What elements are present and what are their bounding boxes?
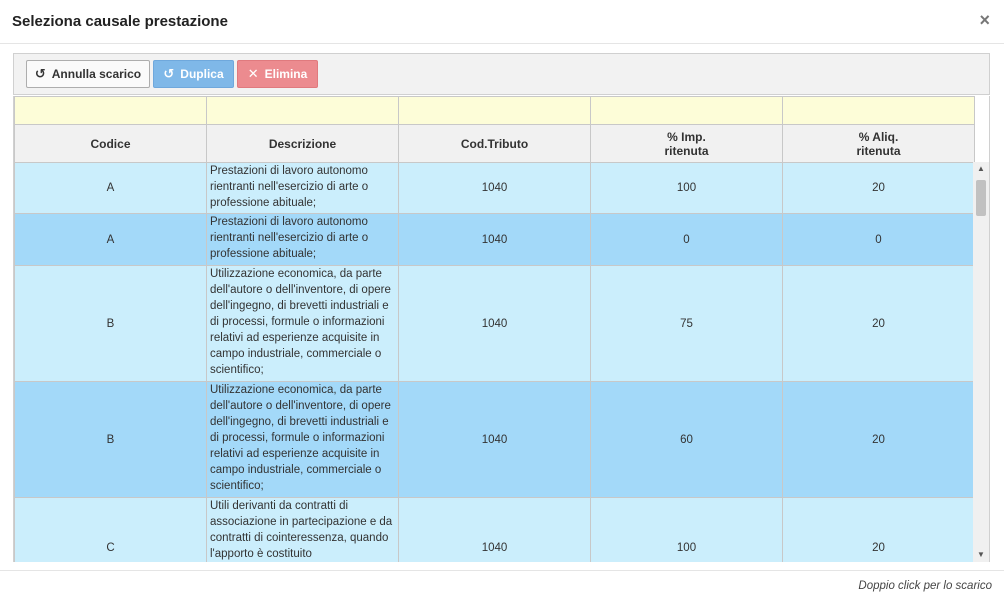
causali-table bbox=[14, 96, 975, 562]
cell-aliq-ritenuta: 20 bbox=[783, 498, 975, 563]
header-row bbox=[15, 125, 975, 163]
close-icon: ✕ bbox=[247, 66, 259, 81]
cell-cod-tributo: 1040 bbox=[399, 498, 591, 563]
column-header-imp-ritenuta[interactable]: % Imp. ritenuta bbox=[591, 125, 783, 163]
filter-row bbox=[15, 97, 975, 125]
elimina-label: Elimina bbox=[264, 67, 308, 81]
cell-imp-ritenuta: 100 bbox=[591, 498, 783, 563]
cell-cod-tributo: 1040 bbox=[399, 382, 591, 498]
cell-codice: A bbox=[15, 214, 207, 266]
cell-cod-tributo: 1040 bbox=[399, 163, 591, 214]
scroll-up-icon[interactable]: ▲ bbox=[977, 164, 985, 173]
table-row[interactable] bbox=[15, 266, 975, 382]
filter-cell-aliq[interactable] bbox=[783, 97, 975, 125]
undo-icon: ↺ bbox=[163, 66, 175, 81]
cell-imp-ritenuta: 0 bbox=[591, 214, 783, 266]
column-header-cod-tributo[interactable]: Cod.Tributo bbox=[399, 125, 591, 163]
cell-aliq-ritenuta: 20 bbox=[783, 266, 975, 382]
undo-icon: ↺ bbox=[34, 66, 46, 81]
causali-grid bbox=[13, 96, 990, 562]
cell-imp-ritenuta: 100 bbox=[591, 163, 783, 214]
cell-descrizione: Utilizzazione economica, da parte dell'autore o dell'inventore, di opere dell'ingegno, di brevetti industriali e di processi, formule o informazioni relativi ad esperienze acquisite in campo industriale, commerciale o scientifico; bbox=[207, 382, 399, 498]
cell-codice: B bbox=[15, 266, 207, 382]
duplica-label: Duplica bbox=[180, 67, 224, 81]
cell-imp-ritenuta: 75 bbox=[591, 266, 783, 382]
filter-cell-imp[interactable] bbox=[591, 97, 783, 125]
dialog-header bbox=[0, 0, 1004, 44]
cell-imp-ritenuta: 60 bbox=[591, 382, 783, 498]
cell-descrizione: Prestazioni di lavoro autonomo rientranti nell'esercizio di arte o professione abituale; bbox=[207, 214, 399, 266]
cell-aliq-ritenuta: 20 bbox=[783, 163, 975, 214]
scroll-thumb[interactable] bbox=[976, 180, 986, 216]
close-icon[interactable]: × bbox=[979, 10, 990, 30]
table-row[interactable] bbox=[15, 163, 975, 214]
cell-codice: A bbox=[15, 163, 207, 214]
dialog-title: Seleziona causale prestazione bbox=[12, 13, 228, 30]
filter-cell-descrizione[interactable] bbox=[207, 97, 399, 125]
elimina-button[interactable] bbox=[237, 60, 318, 88]
table-row[interactable] bbox=[15, 382, 975, 498]
dialog-footer bbox=[0, 570, 1004, 601]
cell-descrizione: Prestazioni di lavoro autonomo rientranti nell'esercizio di arte o professione abituale; bbox=[207, 163, 399, 214]
toolbar bbox=[13, 53, 990, 95]
annulla-scarico-label: Annulla scarico bbox=[51, 67, 142, 81]
column-header-aliq-ritenuta[interactable]: % Aliq. ritenuta bbox=[783, 125, 975, 163]
table-row[interactable] bbox=[15, 214, 975, 266]
cell-cod-tributo: 1040 bbox=[399, 214, 591, 266]
cell-codice: C bbox=[15, 498, 207, 563]
cell-descrizione: Utilizzazione economica, da parte dell'autore o dell'inventore, di opere dell'ingegno, di brevetti industriali e di processi, formule o informazioni relativi ad esperienze acquisite in campo industriale, commerciale o scientifico; bbox=[207, 266, 399, 382]
vertical-scrollbar[interactable] bbox=[973, 162, 989, 562]
column-header-descrizione[interactable]: Descrizione bbox=[207, 125, 399, 163]
footer-hint: Doppio click per lo scarico bbox=[858, 580, 992, 592]
duplica-button[interactable] bbox=[153, 60, 234, 88]
annulla-scarico-button[interactable] bbox=[26, 60, 150, 88]
scroll-down-icon[interactable]: ▼ bbox=[977, 550, 985, 559]
cell-cod-tributo: 1040 bbox=[399, 266, 591, 382]
cell-aliq-ritenuta: 0 bbox=[783, 214, 975, 266]
cell-aliq-ritenuta: 20 bbox=[783, 382, 975, 498]
cell-codice: B bbox=[15, 382, 207, 498]
table-row[interactable] bbox=[15, 498, 975, 563]
column-header-codice[interactable]: Codice bbox=[15, 125, 207, 163]
filter-cell-cod-tributo[interactable] bbox=[399, 97, 591, 125]
filter-cell-codice[interactable] bbox=[15, 97, 207, 125]
cell-descrizione: Utili derivanti da contratti di associazione in partecipazione e da contratti di cointeressenza, quando l'apporto è costituito bbox=[207, 498, 399, 563]
